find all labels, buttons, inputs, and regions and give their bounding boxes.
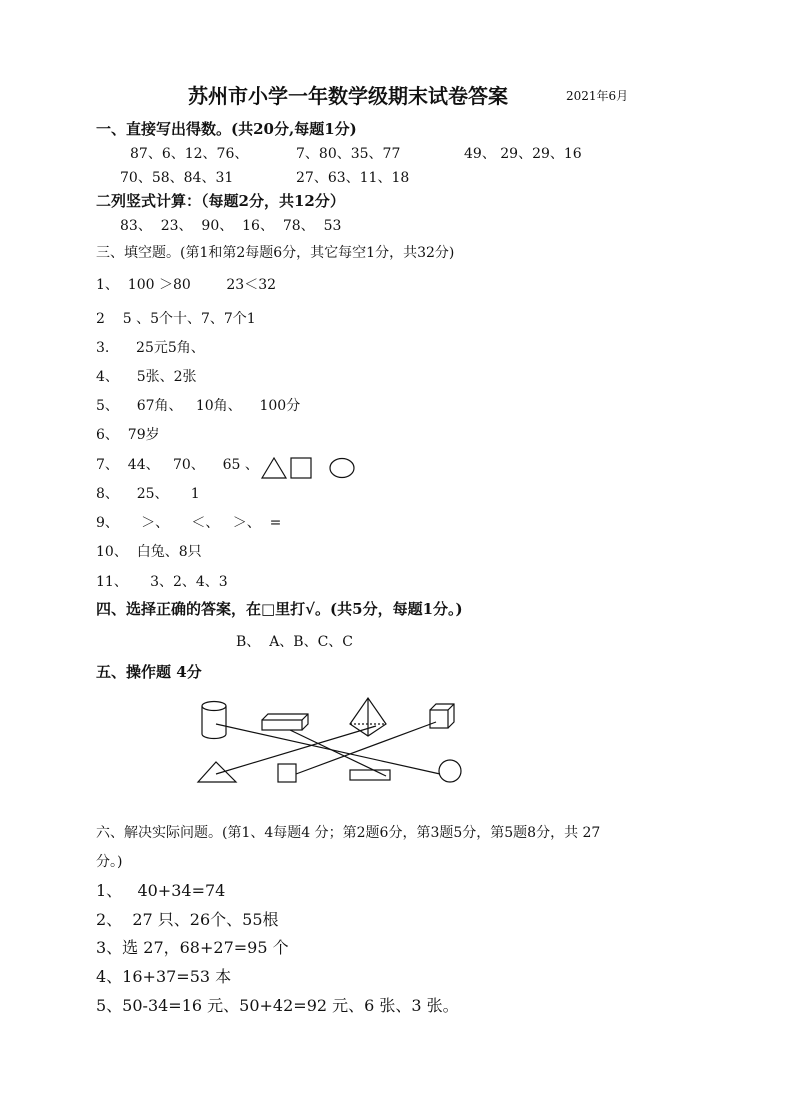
shape-answers — [258, 454, 358, 484]
section-2-heading: 二列竖式计算：（每题2分，共12分） — [96, 192, 345, 210]
section-3-item-1: 1、 100 ＞80 23＜32 — [96, 277, 277, 293]
section-6-item-2: 2、 27 只、26个、55根 — [96, 910, 279, 929]
cylinder-shape — [202, 702, 226, 739]
section-3-item-2: 2 5 、5个十、7、7个1 — [96, 311, 256, 327]
section-1-row2-a: 70、58、84、31 — [120, 170, 234, 186]
section-4-answers: B、 A、B、C、C — [236, 634, 354, 650]
section-1-row1-c: 49、 29、29、16 — [464, 146, 582, 162]
section-1-row1-a: 87、6、12、76、 — [130, 146, 249, 162]
section-6-item-4: 4、16+37=53 本 — [96, 967, 232, 986]
section-3-item-7: 7、 44、 70、 65 、 — [96, 457, 259, 473]
matching-figure — [190, 694, 490, 794]
cube-shape — [430, 704, 454, 728]
page-title: 苏州市小学一年数学级期末试卷答案 — [188, 84, 508, 108]
section-3-item-11: 11、 3、2、4、3 — [96, 574, 228, 590]
section-2-answers: 83、 23、 90、 16、 78、 53 — [120, 218, 342, 234]
section-1-row2-b: 27、63、11、18 — [296, 170, 410, 186]
circle-shape — [439, 760, 461, 782]
cuboid-shape — [262, 714, 308, 730]
section-3-item-5: 5、 67角、 10角、 100分 — [96, 398, 301, 414]
section-3-heading: 三、填空题。(第1和第2每题6分，其它每空1分，共32分) — [96, 245, 455, 261]
section-6-item-5: 5、50-34=16 元、50+42=92 元、6 张、3 张。 — [96, 996, 459, 1015]
section-6-item-1: 1、 40+34=74 — [96, 881, 226, 900]
matching-line — [216, 724, 440, 774]
section-1-row1-b: 7、80、35、77 — [296, 146, 401, 162]
section-6-heading-line1: 六、解决实际问题。(第1、4每题4 分；第2题6分，第3题5分，第5题8分，共 27 — [96, 825, 601, 841]
section-3-item-8: 8、 25、 1 — [96, 486, 200, 502]
triangle-shape — [198, 762, 236, 782]
section-6-item-3: 3、选 27，68+27=95 个 — [96, 938, 289, 957]
pyramid-shape — [350, 698, 386, 736]
section-3-item-6: 6、 79岁 — [96, 427, 160, 443]
section-4-heading: 四、选择正确的答案，在□里打√。(共5分，每题1分。) — [96, 600, 463, 618]
square-shape — [278, 764, 296, 782]
section-3-item-9: 9、 ＞、 ＜、 ＞、 = — [96, 515, 282, 531]
section-6-heading-line2: 分。) — [96, 854, 123, 870]
square-shape — [291, 458, 311, 478]
section-3-item-4: 4、 5张、2张 — [96, 369, 197, 385]
section-3-item-10: 10、 白兔、8只 — [96, 544, 202, 560]
triangle-shape — [262, 458, 286, 478]
exam-date: 2021年6月 — [566, 89, 629, 103]
circle-shape — [330, 459, 354, 478]
section-5-heading: 五、操作题 4分 — [96, 663, 202, 681]
section-3-item-3: 3. 25元5角、 — [96, 340, 205, 356]
section-1-heading: 一、直接写出得数。(共20分,每题1分) — [96, 120, 357, 138]
